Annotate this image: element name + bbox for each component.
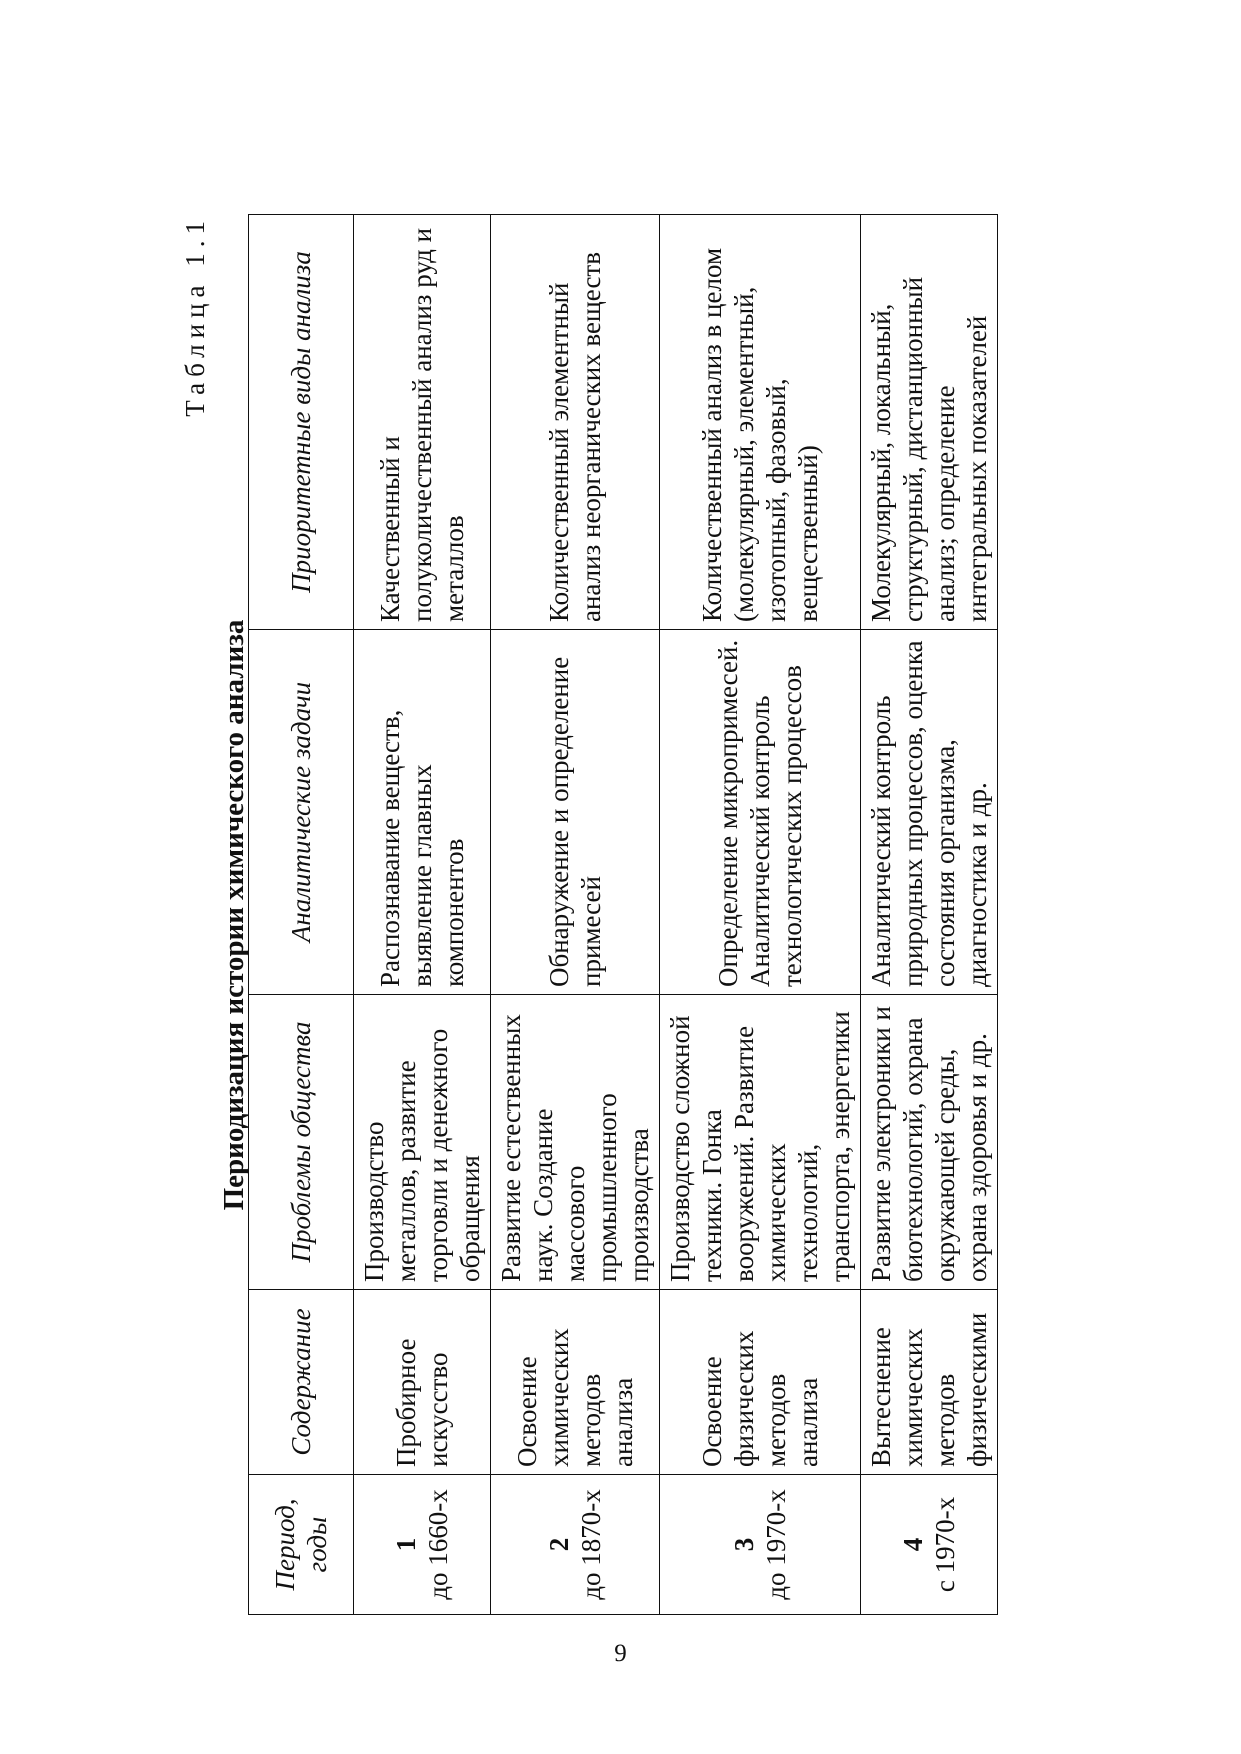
table-label: Таблица 1.1	[180, 215, 210, 417]
rotated-page-content	[180, 215, 992, 1615]
header-problems: Проблемы общества	[249, 995, 354, 1290]
table-row	[861, 215, 998, 1615]
table-row	[491, 215, 660, 1615]
problems-cell: Развитие естественных наук. Создание массового промышленного производства	[491, 995, 660, 1290]
types-cell: Количественный анализ в целом (молекулярный, элементный, изотопный, фазовый, вещественный)	[660, 215, 861, 630]
table-header-row	[249, 215, 354, 1615]
header-content: Содержание	[249, 1290, 354, 1475]
table-row	[354, 215, 491, 1615]
tasks-cell: Аналитический контроль природных процессов, оценка состояния организма, диагностика и др.	[861, 630, 998, 995]
period-number: 3	[729, 1537, 759, 1552]
types-cell: Количественный элементный анализ неорганических веществ	[491, 215, 660, 630]
problems-cell: Производство сложной техники. Гонка вооружений. Развитие химических технологий, транспорта, энергетики	[660, 995, 861, 1290]
tasks-cell: Распознавание веществ, выявление главных компонентов	[354, 630, 491, 995]
period-cell	[354, 1475, 491, 1615]
tasks-cell: Обнаружение и определение примесей	[491, 630, 660, 995]
period-years: до 1970-х	[761, 1489, 791, 1600]
history-table	[248, 214, 998, 1615]
period-cell	[660, 1475, 861, 1615]
period-years: с 1970-х	[930, 1496, 960, 1593]
header-tasks: Аналитические задачи	[249, 630, 354, 995]
tasks-cell: Определение микропримесей. Аналитический контроль технологических процессов	[660, 630, 861, 995]
period-number: 1	[391, 1537, 421, 1552]
problems-cell: Производство металлов, развитие торговли и денежного обращения	[354, 995, 491, 1290]
types-cell: Молекулярный, локальный, структурный, дистанционный анализ; определение интегральных показателей	[861, 215, 998, 630]
content-cell: Вытеснение химических методов физическими	[861, 1290, 998, 1475]
period-number: 2	[544, 1537, 574, 1552]
page-number: 9	[614, 1640, 627, 1667]
header-period: Период, годы	[249, 1475, 354, 1615]
content-cell: Пробирное искусство	[354, 1290, 491, 1475]
period-cell	[861, 1475, 998, 1615]
period-cell	[491, 1475, 660, 1615]
content-cell: Освоение химических методов анализа	[491, 1290, 660, 1475]
table-row	[660, 215, 861, 1615]
period-number: 4	[898, 1537, 928, 1552]
period-years: до 1870-х	[576, 1489, 606, 1600]
types-cell: Качественный и полуколичественный анализ руд и металлов	[354, 215, 491, 630]
problems-cell: Развитие электроники и биотехнологий, охрана окружающей среды, охрана здоровья и др.	[861, 995, 998, 1290]
content-cell: Освоение физических методов анализа	[660, 1290, 861, 1475]
header-types: Приоритетные виды анализа	[249, 215, 354, 630]
period-years: до 1660-х	[423, 1489, 453, 1600]
table-title: Периодизация истории химического анализа	[218, 619, 250, 1211]
